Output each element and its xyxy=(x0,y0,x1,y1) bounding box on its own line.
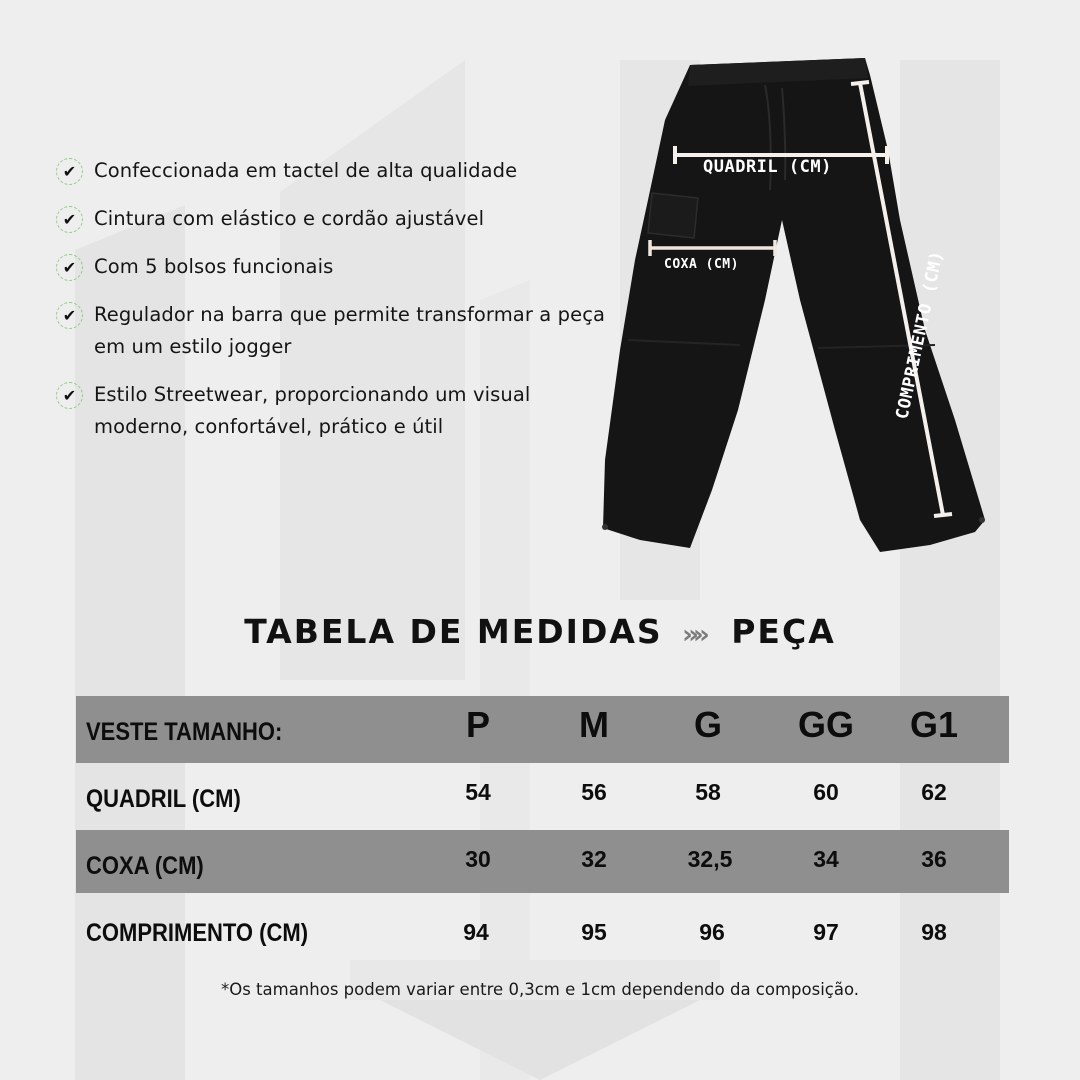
table-cell: 95 xyxy=(581,919,607,945)
triple-chevron-icon: »» xyxy=(682,620,704,650)
feature-list xyxy=(54,155,614,459)
table-cell: 36 xyxy=(921,846,947,872)
table-cell: 94 xyxy=(463,919,489,945)
table-cell: 56 xyxy=(581,779,607,805)
feature-item xyxy=(54,203,614,235)
table-row xyxy=(76,830,1009,893)
size-chart-table xyxy=(76,696,1009,973)
check-circle-icon: ✔ xyxy=(56,382,83,409)
feature-item xyxy=(54,155,614,187)
table-cell: 96 xyxy=(699,919,725,945)
header-label: VESTE TAMANHO: xyxy=(86,718,283,746)
size-column-header: P xyxy=(465,704,490,745)
size-footnote: *Os tamanhos podem variar entre 0,3cm e 1cm dependendo da composição. xyxy=(220,980,860,999)
table-cell: 62 xyxy=(921,779,947,805)
table-header-row xyxy=(76,696,1009,763)
feature-text: Regulador na barra que permite transformar a peça em um estilo jogger xyxy=(94,303,606,358)
feature-text: Estilo Streetwear, proporcionando um visual moderno, confortável, prático e útil xyxy=(94,383,531,438)
check-circle-icon: ✔ xyxy=(56,254,83,281)
title-left: TABELA DE MEDIDAS xyxy=(244,612,663,651)
table-cell: 32,5 xyxy=(687,846,733,872)
table-cell: 60 xyxy=(813,779,839,805)
row-label: COXA (CM) xyxy=(86,852,204,880)
size-column-header: GG xyxy=(797,704,854,745)
table-cell: 58 xyxy=(695,779,721,805)
table-cell: 54 xyxy=(465,779,491,805)
table-cell: 34 xyxy=(813,846,839,872)
feature-item xyxy=(54,379,614,443)
feature-text: Confeccionada em tactel de alta qualidade xyxy=(94,159,518,182)
table-row xyxy=(76,763,1009,830)
comprimento-label: COMPRIMENTO (CM) xyxy=(892,248,948,422)
quadril-label: QUADRIL (CM) xyxy=(703,157,832,177)
size-chart-title xyxy=(0,612,1080,651)
row-label: COMPRIMENTO (CM) xyxy=(86,919,309,947)
feature-text: Com 5 bolsos funcionais xyxy=(94,255,334,278)
coxa-label: COXA (CM) xyxy=(664,257,739,272)
check-circle-icon: ✔ xyxy=(56,302,83,329)
check-circle-icon: ✔ xyxy=(56,206,83,233)
table-cell: 32 xyxy=(581,846,607,872)
feature-item xyxy=(54,299,614,363)
table-cell: 30 xyxy=(465,846,491,872)
title-right: PEÇA xyxy=(731,612,836,651)
table-cell: 97 xyxy=(813,919,839,945)
size-column-header: G1 xyxy=(909,704,959,745)
size-column-header: G xyxy=(693,704,722,745)
size-column-header: M xyxy=(579,704,609,745)
feature-text: Cintura com elástico e cordão ajustável xyxy=(94,207,485,230)
feature-item xyxy=(54,251,614,283)
check-circle-icon: ✔ xyxy=(56,158,83,185)
row-label: QUADRIL (CM) xyxy=(86,785,241,813)
table-cell: 98 xyxy=(921,919,947,945)
table-row xyxy=(76,893,1009,973)
